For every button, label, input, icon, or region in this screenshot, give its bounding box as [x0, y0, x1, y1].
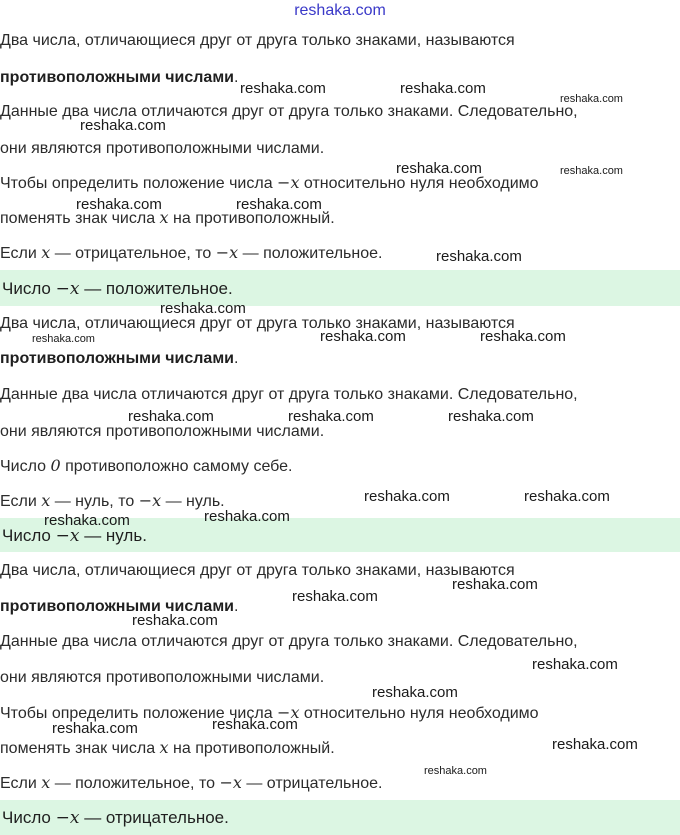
watermark: reshaka.com: [364, 488, 450, 505]
watermark: reshaka.com: [524, 488, 610, 505]
paragraph-line: они являются противоположными числами.: [0, 423, 325, 440]
watermark: reshaka.com: [552, 736, 638, 753]
watermark: reshaka.com: [160, 300, 246, 317]
paragraph-line: они являются противоположными числами.: [0, 140, 325, 157]
result-highlight: [0, 800, 680, 835]
result-text: Число −x — отрицательное.: [2, 808, 229, 828]
watermark: reshaka.com: [52, 720, 138, 737]
watermark: reshaka.com: [44, 512, 130, 529]
watermark: reshaka.com: [236, 196, 322, 213]
result-text: Число −x — нуль.: [2, 526, 147, 546]
paragraph-line: Данные два числа отличаются друг от друга только знаками. Следовательно,: [0, 386, 578, 403]
condition-line: Если x — нуль, то −x — нуль.: [0, 491, 225, 510]
watermark: reshaka.com: [532, 656, 618, 673]
definition-term-line: противоположными числами.: [0, 598, 239, 615]
watermark: reshaka.com: [560, 165, 623, 177]
watermark: reshaka.com: [396, 160, 482, 177]
watermark: reshaka.com: [452, 576, 538, 593]
watermark: reshaka.com: [132, 612, 218, 629]
paragraph-line: Данные два числа отличаются друг от друга только знаками. Следовательно,: [0, 103, 578, 120]
watermark: reshaka.com: [424, 765, 487, 777]
rule-line: поменять знак числа x на противоположный.: [0, 208, 335, 227]
watermark: reshaka.com: [560, 93, 623, 105]
definition-line: Два числа, отличающиеся друг от друга только знаками, называются: [0, 562, 515, 579]
watermark: reshaka.com: [204, 508, 290, 525]
watermark: reshaka.com: [480, 328, 566, 345]
paragraph-line: они являются противоположными числами.: [0, 669, 325, 686]
result-highlight: [0, 270, 680, 306]
watermark: reshaka.com: [128, 408, 214, 425]
condition-line: Если x — отрицательное, то −x — положительное.: [0, 243, 383, 262]
definition-term-line: противоположными числами.: [0, 350, 239, 367]
rule-line: Чтобы определить положение числа −x относительно нуля необходимо: [0, 703, 539, 722]
condition-line: Если x — положительное, то −x — отрицательное.: [0, 773, 383, 792]
watermark: reshaka.com: [436, 248, 522, 265]
watermark: reshaka.com: [80, 117, 166, 134]
definition-term-line: противоположными числами.: [0, 69, 239, 86]
watermark: reshaka.com: [400, 80, 486, 97]
rule-line: поменять знак числа x на противоположный.: [0, 738, 335, 757]
site-header[interactable]: reshaka.com: [294, 2, 386, 19]
rule-line: Чтобы определить положение числа −x относительно нуля необходимо: [0, 173, 539, 192]
watermark: reshaka.com: [292, 588, 378, 605]
watermark: reshaka.com: [212, 716, 298, 733]
zero-line: Число 0 противоположно самому себе.: [0, 456, 293, 475]
paragraph-line: Данные два числа отличаются друг от друга только знаками. Следовательно,: [0, 633, 578, 650]
watermark: reshaka.com: [320, 328, 406, 345]
watermark: reshaka.com: [288, 408, 374, 425]
watermark: reshaka.com: [240, 80, 326, 97]
watermark: reshaka.com: [372, 684, 458, 701]
definition-line: Два числа, отличающиеся друг от друга только знаками, называются: [0, 315, 515, 332]
watermark: reshaka.com: [448, 408, 534, 425]
watermark: reshaka.com: [32, 333, 95, 345]
watermark: reshaka.com: [76, 196, 162, 213]
result-text: Число −x — положительное.: [2, 279, 233, 299]
definition-line: Два числа, отличающиеся друг от друга только знаками, называются: [0, 32, 515, 49]
